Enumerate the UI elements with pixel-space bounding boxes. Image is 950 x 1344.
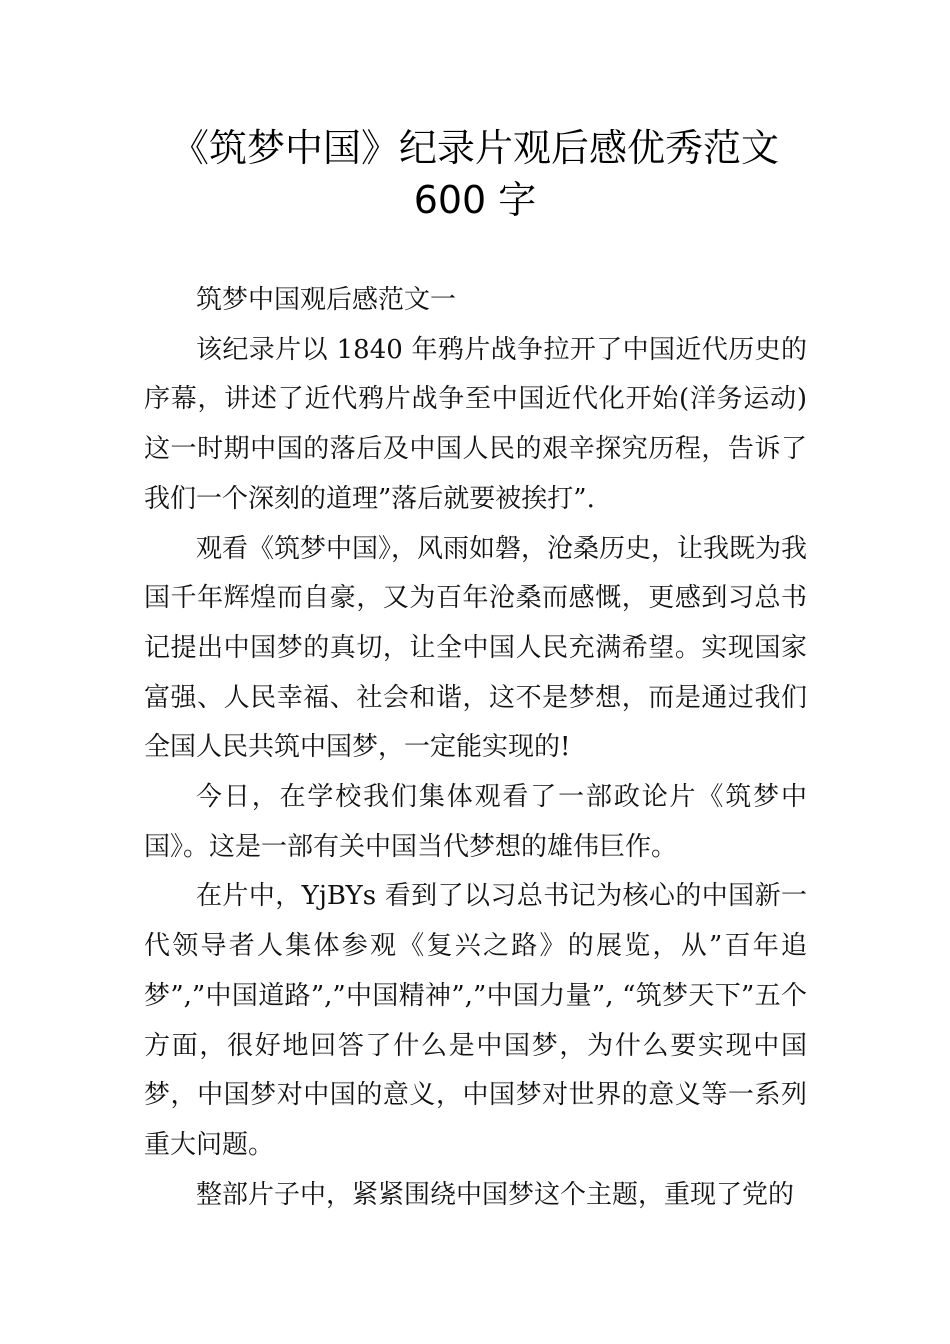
title-line-2: 600 字 bbox=[413, 178, 537, 222]
paragraph: 观看《筑梦中国》，风雨如磐，沧桑历史，让我既为我国千年辉煌而自豪，又为百年沧桑而感慨，更感到习总书记提出中国梦的真切，让全中国人民充满希望。实现国家富强、人民幸福、社会和谐，这不是梦想，而是通过我们全国人民共筑中国梦，一定能实现的! bbox=[144, 533, 808, 763]
title-line-1: 《筑梦中国》纪录片观后感优秀范文 bbox=[170, 126, 779, 170]
document-title bbox=[0, 122, 950, 226]
paragraph: 在片中，YjBYs 看到了以习总书记为核心的中国新一代领导者人集体参观《复兴之路》的展览，从”百年追梦”,”中国道路”,”中国精神”,”中国力量”, “筑梦天下”五个方面，很好地回答了什么是中国梦，为什么要实现中国梦，中国梦对中国的意义，中国梦对世界的意义等一系列重大问题。 bbox=[144, 881, 807, 1160]
paragraph: 今日，在学校我们集体观看了一部政论片《筑梦中国》。这是一部有关中国当代梦想的雄伟巨作。 bbox=[144, 782, 807, 862]
paragraph-heading: 筑梦中国观后感范文一 bbox=[196, 285, 457, 315]
paragraph: 整部片子中，紧紧围绕中国梦这个主题，重现了党的 bbox=[196, 1179, 795, 1210]
document-body bbox=[144, 276, 807, 1220]
paragraph: 该纪录片以 1840 年鸦片战争拉开了中国近代历史的序幕，讲述了近代鸦片战争至中国近代化开始(洋务运动)这一时期中国的落后及中国人民的艰辛探究历程，告诉了我们一个深刻的道理”落后就要被挨打”. bbox=[144, 334, 807, 514]
